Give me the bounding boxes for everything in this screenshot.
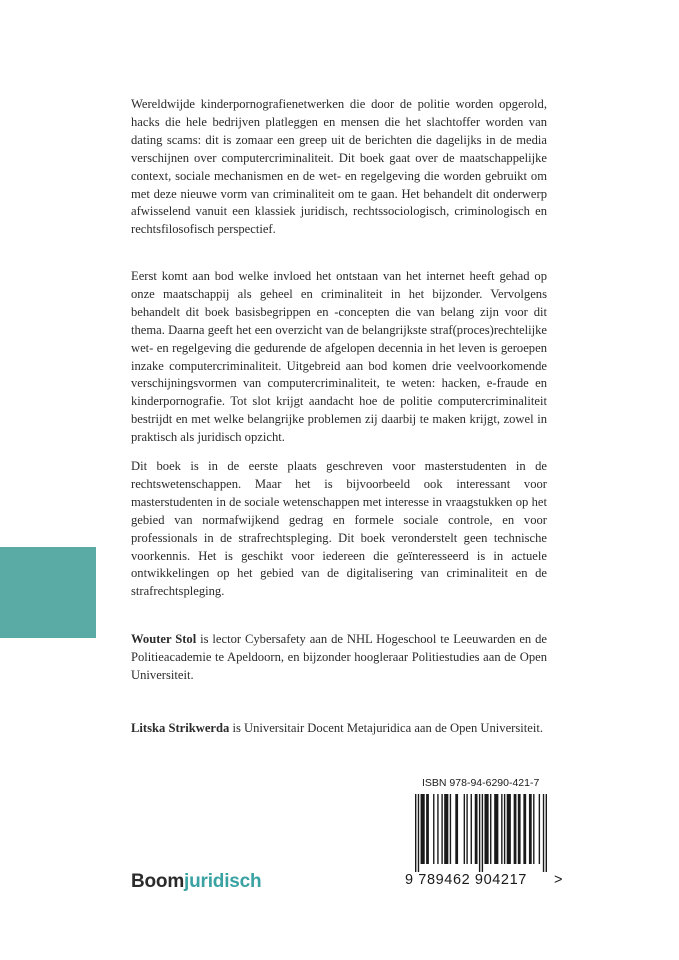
barcode-bar (471, 794, 472, 864)
barcode-bar (475, 794, 478, 864)
author-bio-text (131, 720, 547, 738)
author-name: Wouter Stol (131, 632, 197, 646)
barcode-bar (444, 794, 448, 864)
paragraph-text: Eerst komt aan bod welke invloed het ontstaan van het internet heeft gehad op onze maatschappij als geheel en criminaliteit in het bijzonder. Vervolgens behandelt dit boek basisbegrippen en -concepten die van belang zijn voor dit thema. Daarna geeft het een overzicht van de belangrijkste straf(proces)rechtelijke wet- en regelgeving die gedurende de afgelopen decennia in het leven is geroepen inzake computercriminaliteit. Uitgebreid aan bod komen drie veelvoorkomende verschijningsvormen van computercriminaliteit, te weten: hacken, e-fraude en kinderpornografie. Tot slot krijgt aandacht hoe de politie computercriminaliteit bestrijdt en met welke belangrijke problemen zij daarbij te maken krijgt, zowel in praktisch als juridisch opzicht. (131, 269, 547, 445)
barcode-bar (490, 794, 491, 864)
barcode-arrow: > (554, 872, 563, 888)
barcode-bar (455, 794, 458, 864)
barcode-bar (479, 794, 480, 872)
description-paragraph-1 (131, 96, 547, 239)
barcode-bar (504, 794, 505, 864)
barcode-bar (529, 794, 532, 864)
isbn-barcode (398, 777, 570, 897)
barcode-bar (418, 794, 419, 872)
paragraph-text: Wereldwijde kinderpornografienetwerken die door de politie worden opgerold, hacks die hele bedrijven platleggen en mensen die het slachtoffer worden van dating scams: dit is zomaar een greep uit de berichten die dagelijks in de media verschijnen over computercriminaliteit. Dit boek gaat over de maatschappelijke context, sociale mechanismen en de wet- en regelgeving die worden gebruikt om met deze nieuwe vorm van criminaliteit om te gaan. Het behandelt dit onderwerp afwisselend vanuit een klassiek juridisch, rechtssociologisch, criminologisch en rechtsfilosofisch perspectief. (131, 97, 547, 237)
barcode-bar (518, 794, 521, 864)
barcode-bar (464, 794, 465, 864)
barcode-bar (433, 794, 434, 864)
author-description: is Universitair Docent Metajuridica aan de Open Universiteit. (229, 721, 544, 735)
barcode-bar (543, 794, 544, 872)
author-bio-1 (131, 631, 547, 685)
author-name: Litska Strikwerda (131, 721, 230, 735)
paragraph-text: Dit boek is in de eerste plaats geschreven voor masterstudenten in de rechtswetenschappen. Maar het is bijvoorbeeld ook interessant voor masterstudenten in de sociale wetenschappen met interesse in vraagstukken op het gebied van normafwijkend gedrag en formele sociale controle, en voor professionals in de strafrechtspleging. Dit boek veronderstelt geen technische voorkennis. Het is geschikt voor iedereen die geïnteresseerd is in actuele ontwikkelingen op het gebied van de digitalisering van criminaliteit en de strafrechtspleging. (131, 459, 547, 599)
author-description: is lector Cybersafety aan de NHL Hogeschool te Leeuwarden en de Politieacademie te Apeldoorn, en bijzonder hoogleraar Politiestudies aan de Open Universiteit. (131, 632, 547, 682)
barcode-bar (450, 794, 451, 864)
publisher-logo (131, 871, 261, 893)
barcode-bar (539, 794, 540, 864)
isbn-label: ISBN 978-94-6290-421-7 (422, 777, 540, 789)
description-paragraph-2 (131, 268, 547, 447)
author-bio-2 (131, 720, 547, 738)
barcode-bar (507, 794, 511, 864)
barcode-bar (546, 794, 547, 872)
barcode-bar (421, 794, 425, 864)
description-paragraph-3 (131, 458, 547, 601)
barcode-digits: 9 789462 904217 (405, 872, 527, 888)
logo-juridisch-text: juridisch (184, 871, 262, 892)
barcode-bar (514, 794, 517, 864)
barcode-bar (466, 794, 467, 864)
barcode-bar (437, 794, 438, 864)
logo-boom-text: Boom (131, 871, 185, 892)
barcode-bar (494, 794, 498, 864)
author-bio-text (131, 631, 547, 685)
barcode-bar (484, 794, 488, 864)
barcode-bar (501, 794, 502, 864)
barcode-bar (441, 794, 442, 864)
barcode-bar (523, 794, 526, 864)
barcode-bar (482, 794, 483, 872)
barcode-bar (426, 794, 429, 864)
barcode-bar (533, 794, 534, 864)
barcode-bars (415, 794, 547, 872)
barcode-bar (415, 794, 416, 872)
accent-color-bar (0, 547, 96, 638)
